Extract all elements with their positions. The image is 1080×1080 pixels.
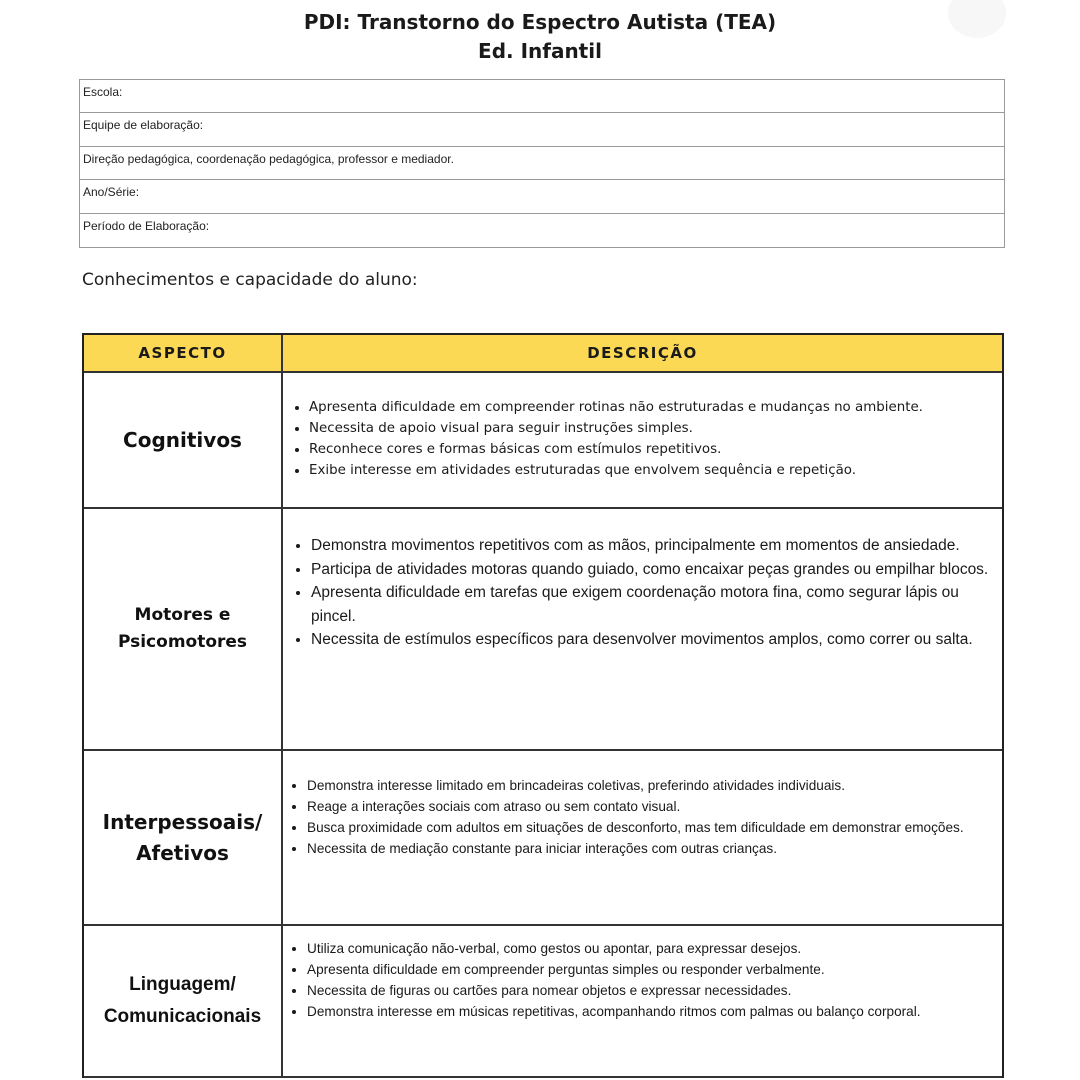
list-item: • Demonstra interesse limitado em brincadeiras coletivas, preferindo atividades individuais. [307,775,964,796]
school-info-table [79,79,1005,248]
description-cell [283,373,1002,507]
list-item: • Reconhece cores e formas básicas com estímulos repetitivos. [309,439,923,460]
aspect-cell [84,926,283,1076]
list-item: • Busca proximidade com adultos em situações de desconforto, mas tem dificuldade em demonstrar emoções. [307,817,964,838]
list-item: • Necessita de estímulos específicos para desenvolver movimentos amplos, como correr ou salta. [311,628,996,652]
list-item: • Reage a interações sociais com atraso ou sem contato visual. [307,796,964,817]
info-field-grade: Ano/Série: [80,180,1004,213]
list-item: • Demonstra movimentos repetitivos com as mãos, principalmente em momentos de ansiedade. [311,534,996,558]
aspect-label: Interpessoais/ [102,809,263,834]
list-item: • Necessita de mediação constante para iniciar interações com outras crianças. [307,838,964,859]
info-field-team: Equipe de elaboração: [80,113,1004,146]
list-item: • Necessita de apoio visual para seguir instruções simples. [309,418,923,439]
table-row-interpersonal [84,751,1002,926]
list-item: • Demonstra interesse em músicas repetitivas, acompanhando ritmos com palmas ou balanço corporal. [307,1001,921,1022]
description-list [283,397,923,481]
aspect-label: Linguagem/ [129,974,236,995]
table-row-cognitive [84,373,1002,509]
description-cell [283,926,1002,1076]
list-item: • Apresenta dificuldade em compreender perguntas simples ou responder verbalmente. [307,959,921,980]
description-list [283,938,921,1022]
table-row-language [84,926,1002,1078]
aspect-label: Psicomotores [117,632,248,652]
description-cell [283,509,1002,749]
description-list [283,534,996,652]
aspect-cell [84,373,283,507]
aspects-table [82,333,1004,1078]
list-item: • Participa de atividades motoras quando guiado, como encaixar peças grandes ou empilhar blocos. [311,558,996,582]
title-line-2: Ed. Infantil [478,39,602,63]
description-cell [283,751,1002,924]
title-line-1: PDI: Transtorno do Espectro Autista (TEA) [303,10,777,34]
document-title [0,8,1080,66]
table-header-row [84,335,1002,373]
list-item: • Utiliza comunicação não-verbal, como gestos ou apontar, para expressar desejos. [307,938,921,959]
list-item: • Exibe interesse em atividades estruturadas que envolvem sequência e repetição. [309,460,923,481]
list-item: • Apresenta dificuldade em compreender rotinas não estruturadas e mudanças no ambiente. [309,397,923,418]
section-heading: Conhecimentos e capacidade do aluno: [82,270,418,290]
description-list [283,775,964,859]
list-item: • Apresenta dificuldade em tarefas que exigem coordenação motora fina, como segurar lápis ou pincel. [311,581,996,628]
list-item: • Necessita de figuras ou cartões para nomear objetos e expressar necessidades. [307,980,921,1001]
header-aspect: ASPECTO [84,335,283,371]
aspect-label: Comunicacionais [103,1006,262,1027]
header-description: DESCRIÇÃO [587,344,698,362]
aspect-cell [84,751,283,924]
aspect-label: Motores e [134,605,231,625]
aspect-cell [84,509,283,749]
info-field-school: Escola: [80,80,1004,113]
aspect-label: Cognitivos [123,428,242,452]
info-field-team-members: Direção pedagógica, coordenação pedagógica, professor e mediador. [80,147,1004,180]
table-row-motor [84,509,1002,751]
info-field-period: Período de Elaboração: [83,218,210,233]
aspect-label: Afetivos [136,840,229,865]
